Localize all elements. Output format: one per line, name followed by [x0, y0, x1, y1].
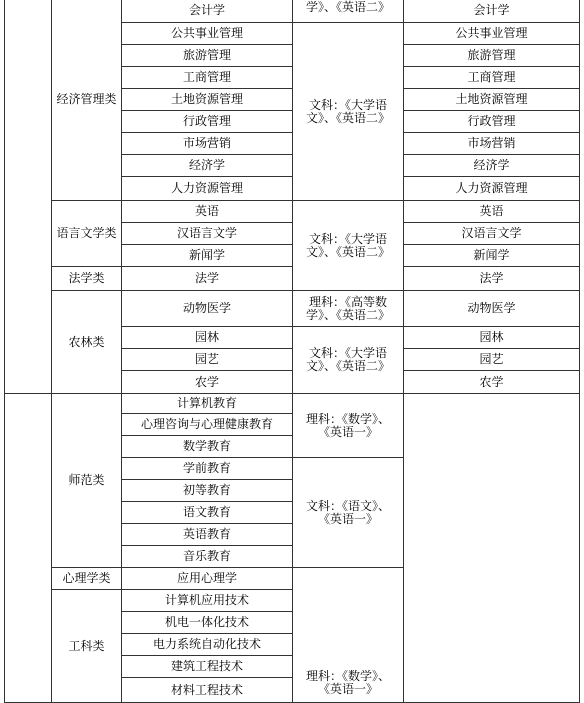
target-major-cell: 动物医学: [403, 290, 580, 327]
major-cell: 新闻学: [121, 244, 293, 267]
target-major-cell: [403, 393, 580, 703]
major-cell: 机电一体化技术: [121, 611, 293, 634]
major-cell: 公共事业管理: [121, 22, 293, 45]
category-cell: 经济管理类: [51, 0, 122, 201]
exam-cell: 理科：《数学》、 《英语一》: [292, 393, 404, 458]
major-cell: 语文教育: [121, 501, 293, 524]
major-cell: 学前教育: [121, 457, 293, 480]
exam-cell: 文科：《语文》、 《英语一》: [292, 457, 404, 568]
major-cell: 电力系统自动化技术: [121, 633, 293, 656]
major-cell: 法学: [121, 266, 293, 291]
major-cell: 园艺: [121, 348, 293, 371]
target-major-cell: 园林: [403, 326, 580, 349]
major-cell: 应用心理学: [121, 567, 293, 590]
category-cell: 心理学类: [51, 567, 122, 590]
major-cell: 园林: [121, 326, 293, 349]
target-major-cell: 市场营销: [403, 132, 580, 155]
target-major-cell: 工商管理: [403, 66, 580, 89]
major-cell: 经济学: [121, 154, 293, 177]
major-cell: 动物医学: [121, 290, 293, 327]
target-major-cell: 会计学: [403, 0, 580, 23]
target-major-cell: 行政管理: [403, 110, 580, 133]
exam-cell: 文科：《大学语 文》、《英语二》: [292, 200, 404, 291]
major-cell: 会计学: [121, 0, 293, 23]
major-cell: 旅游管理: [121, 44, 293, 67]
major-cell: 初等教育: [121, 479, 293, 502]
target-major-cell: 人力资源管理: [403, 176, 580, 201]
category-cell: 农林类: [51, 290, 122, 394]
exam-cell: 理科：《数学》、 《英语一》: [292, 567, 404, 703]
major-cell: 行政管理: [121, 110, 293, 133]
category-cell: 语言文学类: [51, 200, 122, 267]
major-cell: 人力资源管理: [121, 176, 293, 201]
exam-cell: 文科：《大学语 文》、《英语二》: [292, 326, 404, 394]
major-cell: 市场营销: [121, 132, 293, 155]
category-cell: 工科类: [51, 589, 122, 703]
group-cell: [4, 0, 52, 394]
major-cell: 材料工程技术: [121, 677, 293, 703]
exam-cell: 理科：《高等数 学》、《英语二》: [292, 290, 404, 327]
category-cell: 师范类: [51, 393, 122, 568]
group-cell: [4, 393, 52, 703]
major-cell: 计算机应用技术: [121, 589, 293, 612]
target-major-cell: 英语: [403, 200, 580, 223]
category-cell: 法学类: [51, 266, 122, 291]
target-major-cell: 农学: [403, 370, 580, 394]
target-major-cell: 法学: [403, 266, 580, 291]
major-cell: 音乐教育: [121, 545, 293, 568]
target-major-cell: 土地资源管理: [403, 88, 580, 111]
target-major-cell: 园艺: [403, 348, 580, 371]
exam-cell: 学》、《英语二》: [292, 0, 404, 23]
target-major-cell: 旅游管理: [403, 44, 580, 67]
target-major-cell: 汉语言文学: [403, 222, 580, 245]
major-cell: 工商管理: [121, 66, 293, 89]
major-cell: 农学: [121, 370, 293, 394]
exam-cell: 文科：《大学语 文》、《英语二》: [292, 22, 404, 201]
major-cell: 英语: [121, 200, 293, 223]
target-major-cell: 经济学: [403, 154, 580, 177]
major-cell: 数学教育: [121, 435, 293, 458]
target-major-cell: 公共事业管理: [403, 22, 580, 45]
major-cell: 土地资源管理: [121, 88, 293, 111]
target-major-cell: 新闻学: [403, 244, 580, 267]
major-cell: 建筑工程技术: [121, 655, 293, 678]
major-cell: 心理咨询与心理健康教育: [121, 413, 293, 436]
major-cell: 计算机教育: [121, 393, 293, 414]
major-cell: 英语教育: [121, 523, 293, 546]
major-cell: 汉语言文学: [121, 222, 293, 245]
